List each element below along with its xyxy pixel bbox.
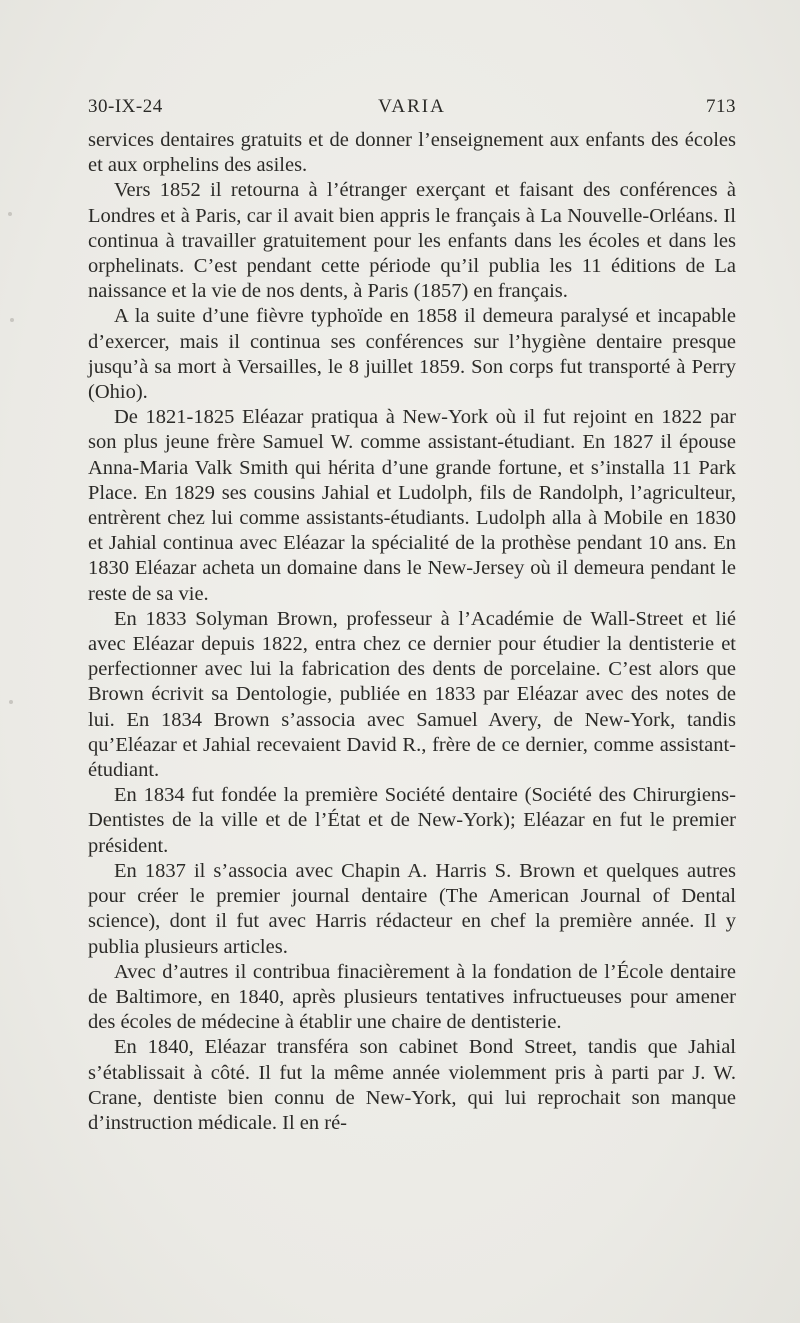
paragraph-4: De 1821-1825 Eléazar pratiqua à New-York où il fut rejoint en 1822 par son plus jeune frère Samuel W. comme assistant-étudiant. En 1827 il épouse Anna-Maria Valk Smith qui hérita d’une grande fortune, et s’installa 11 Park Place. En 1829 ses cousins Jahial et Ludolph, fils de Randolph, l’agriculteur, entrèrent chez lui comme assistants-étudiants. Ludolph alla à Mobile en 1830 et Jahial continua avec Eléazar la spécialité de la prothèse pendant 10 ans. En 1830 Eléazar acheta un domaine dans le New-Jersey où il demeura pendant le reste de sa vie.	[88, 406, 736, 605]
paragraph-9: En 1840, Eléazar transféra son cabinet Bond Street, tandis que Jahial s’établissait à côté. Il fut la même année violemment pris à parti par J. W. Crane, dentiste bien connu de New-York, qui lui reprochait son manque d’instruction médicale. Il en ré-	[88, 1036, 736, 1134]
paragraph-8: Avec d’autres il contribua finacièrement à la fondation de l’École dentaire de Baltimore, en 1840, après plusieurs tentatives infructueuses pour amener des écoles de médecine à établir une chaire de dentisterie.	[88, 960, 736, 1034]
paper-speck	[8, 212, 12, 216]
running-header	[88, 96, 736, 122]
paragraph-5: En 1833 Solyman Brown, professeur à l’Académie de Wall-Street et lié avec Eléazar depuis 1822, entra chez ce dernier pour étudier la dentisterie et perfectionner avec lui la fabrication des dents de porcelaine. C’est alors que Brown écrivit sa Dentologie, publiée en 1833 par Eléazar avec des notes de lui. En 1834 Brown s’associa avec Samuel Avery, de New-York, tandis qu’Eléazar et Jahial recevaient David R., frère de ce dernier, comme assistant-étudiant.	[88, 607, 736, 782]
body-text	[88, 128, 736, 1136]
paragraph-1: services dentaires gratuits et de donner l’enseignement aux enfants des écoles et aux orphelins des asiles.	[88, 129, 736, 177]
paragraph-6: En 1834 fut fondée la première Société dentaire (Société des Chirurgiens-Dentistes de la ville et de l’État et de New-York); Eléazar en fut le premier président.	[88, 784, 736, 857]
paper-speck	[9, 700, 13, 704]
paragraph-2: Vers 1852 il retourna à l’étranger exerçant et faisant des conférences à Londres et à Paris, car il avait bien appris le français à La Nouvelle-Orléans. Il continua à travailler gratuitement pour les enfants dans les écoles et dans les orphelinats. C’est pendant cette période qu’il publia les 11 éditions de La naissance et la vie de nos dents, à Paris (1857) en français.	[88, 179, 736, 303]
header-date: 30-IX-24	[88, 96, 163, 117]
paragraph-3: A la suite d’une fièvre typhoïde en 1858 il demeura paralysé et incapable d’exercer, mais il continua ses conférences sur l’hygiène dentaire presque jusqu’à sa mort à Versailles, le 8 juillet 1859. Son corps fut transporté à Perry (Ohio).	[88, 305, 736, 404]
paper-speck	[10, 318, 14, 322]
header-section-title: VARIA	[378, 96, 446, 117]
paragraph-7: En 1837 il s’associa avec Chapin A. Harris S. Brown et quelques autres pour créer le premier journal dentaire (The American Journal of Dental science), dont il fut avec Harris rédacteur en chef la première année. Il y publia plusieurs articles.	[88, 859, 736, 958]
header-page-number: 713	[706, 96, 736, 117]
